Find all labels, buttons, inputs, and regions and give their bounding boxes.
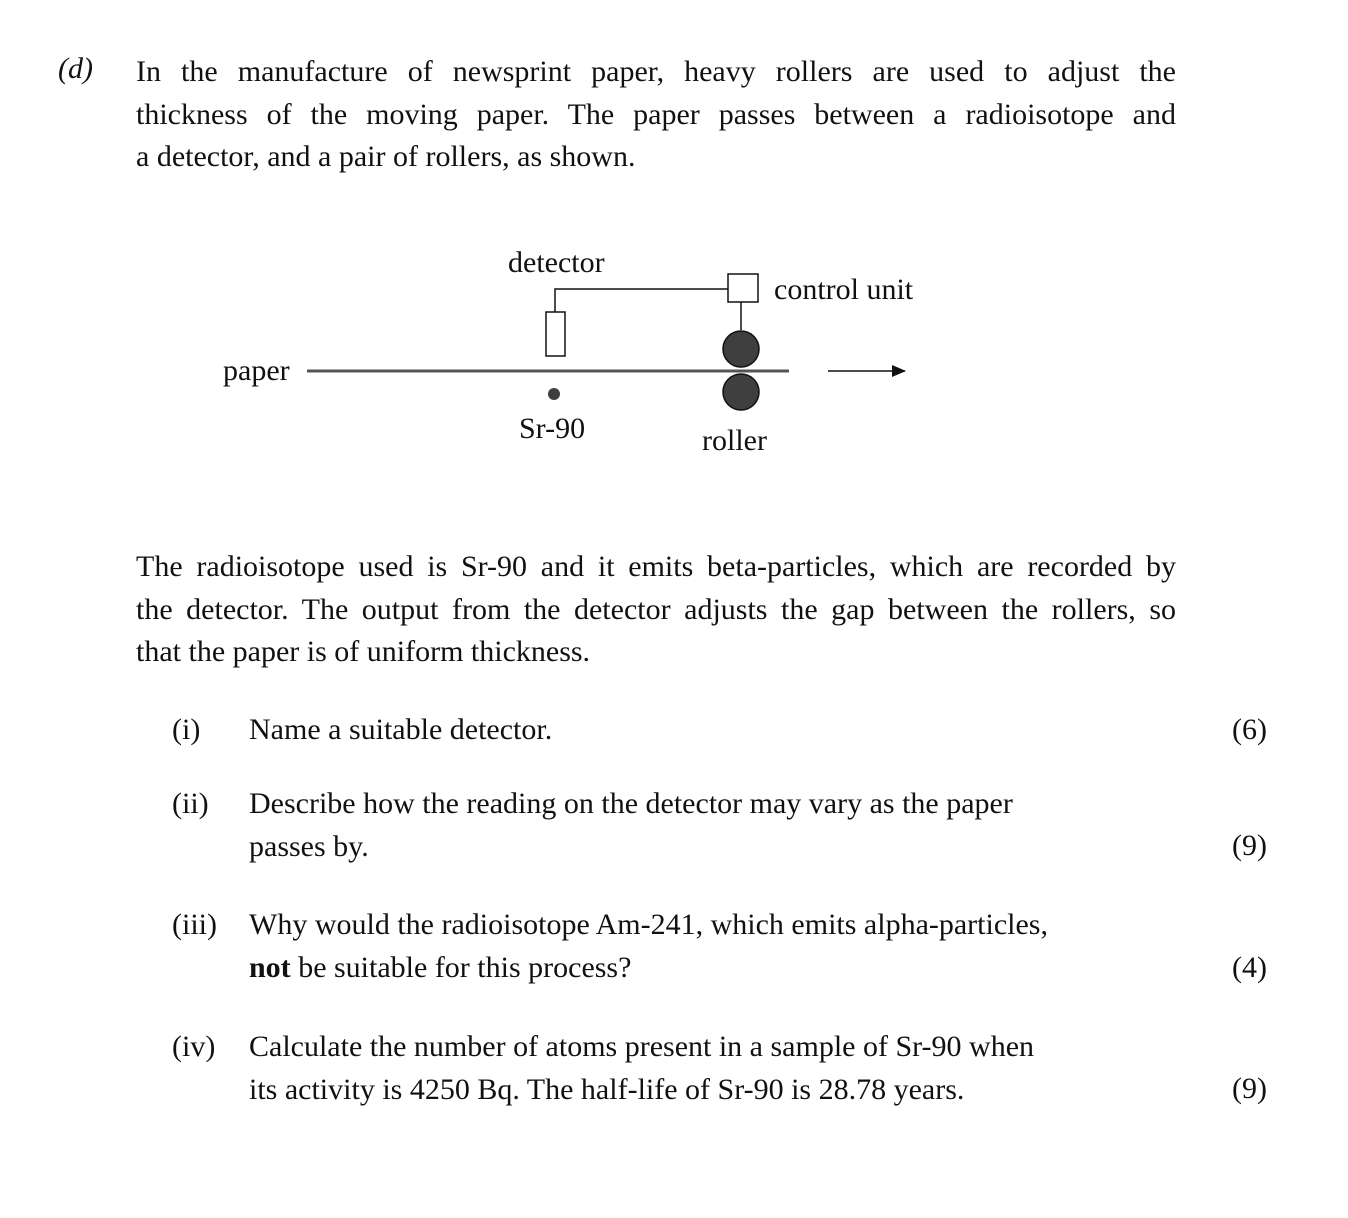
subquestion-number: (i) [172,713,201,746]
subquestion-text: Name a suitable detector. [249,713,553,746]
marks-label: (4) [1232,951,1267,984]
source-label: Sr-90 [519,412,586,445]
control-unit-box [728,274,758,302]
sr90-source [548,388,560,400]
marks-label: (6) [1232,713,1267,746]
paper-label: paper [223,354,290,387]
subquestion-number: (iv) [172,1030,216,1063]
detector-box [546,312,565,356]
subquestion-text: Why would the radioisotope Am-241, which emits alpha-particles, not be suitable for this process? [249,908,1048,984]
marks-label: (9) [1232,1072,1267,1105]
subquestion-text: Calculate the number of atoms present in a sample of Sr-90 when its activity is 4250 Bq. The half-life of Sr-90 is 28.78 years. [249,1030,1035,1106]
subquestion-text: Describe how the reading on the detector may vary as the paper passes by. [249,787,1013,863]
emphasis-not: not [249,950,291,984]
marks-label: (9) [1232,829,1267,862]
explanation-line: that the paper is of uniform thickness. [136,635,591,668]
intro-line: In the manufacture of newsprint paper, heavy rollers are used to adjust the [136,55,1176,88]
intro-paragraph [136,51,1176,179]
upper-roller [723,331,759,367]
subquestion-number: (ii) [172,787,209,820]
lower-roller [723,374,759,410]
explanation-line: The radioisotope used is Sr-90 and it emits beta-particles, which are recorded by [136,550,1176,583]
control-unit-label: control unit [774,273,914,306]
roller-label: roller [702,424,767,457]
explanation-paragraph [136,546,1176,674]
explanation-line: the detector. The output from the detector adjusts the gap between the rollers, so [136,592,1176,626]
detector-label: detector [508,246,605,279]
paper-roller-diagram [0,230,1348,480]
signal-wire [555,289,728,312]
part-label: (d) [58,52,93,85]
subquestion-number: (iii) [172,908,217,941]
intro-line: thickness of the moving paper. The paper passes between a radioisotope and [136,97,1176,131]
intro-line: a detector, and a pair of rollers, as shown. [136,140,636,173]
